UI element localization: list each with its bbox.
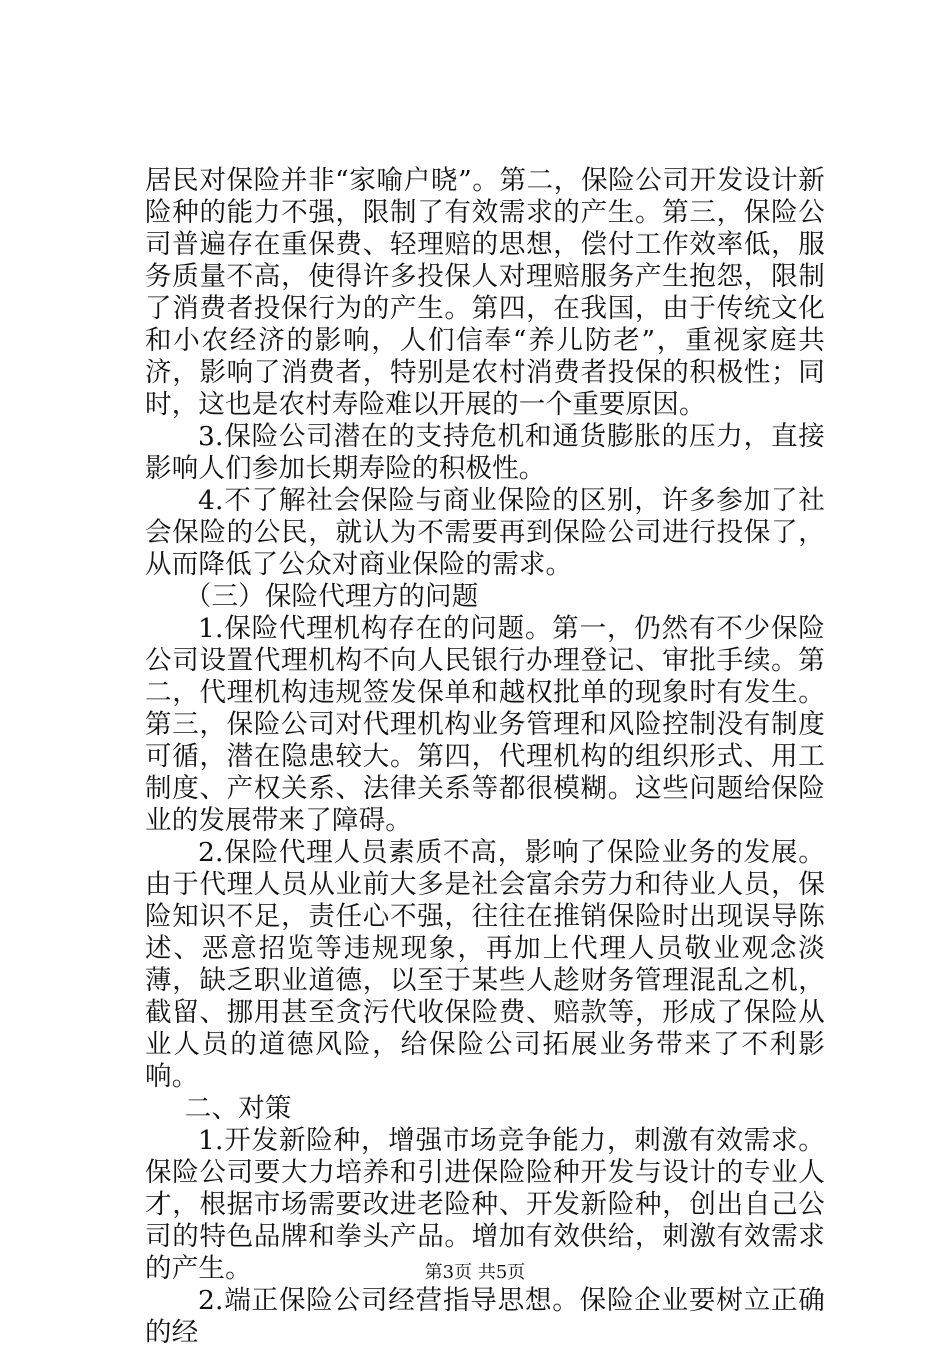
page-number-label: 第3页 共5页 — [424, 1262, 526, 1283]
section-heading-countermeasures: 二、对策 — [184, 1093, 292, 1124]
paragraph-countermeasure-1: 1.开发新险种，增强市场竞争能力，刺激有效需求。保险公司要大力培养和引进保险险种开发与设计的专业人才，根据市场需要改进老险种、开发新险种，创出自己公司的特色品牌和拳头产品。增加有效供给，刺激有效需求的产生。 — [145, 1125, 825, 1284]
page-footer — [0, 1262, 950, 1284]
paragraph-countermeasure-2: 2.端正保险公司经营指导思想。保险企业要树立正确的经 — [145, 1285, 825, 1348]
section-heading-agency-issues: （三）保险代理方的问题 — [184, 581, 479, 612]
paragraph-agency-item-2: 2.保险代理人员素质不高，影响了保险业务的发展。由于代理人员从业前大多是社会富余劳力和待业人员，保险知识不足，责任心不强，往往在推销保险时出现误导陈述、恶意招览等违规现象，再加上代理人员敬业观念淡薄，缺乏职业道德，以至于某些人趁财务管理混乱之机，截留、挪用甚至贪污代收保险费、赔款等，形成了保险从业人员的道德风险，给保险公司拓展业务带来了不利影响。 — [145, 837, 825, 1092]
document-body — [145, 165, 825, 1349]
paragraph-continuation: 居民对保险并非“家喻户晓”。第二，保险公司开发设计新险种的能力不强，限制了有效需求的产生。第三，保险公司普遍存在重保费、轻理赔的思想，偿付工作效率低，服务质量不高，使得许多投保人对理赔服务产生抱怨，限制了消费者投保行为的产生。第四，在我国，由于传统文化和小农经济的影响，人们信奉“养儿防老”，重视家庭共济，影响了消费者，特别是农村消费者投保的积极性；同时，这也是农村寿险难以开展的一个重要原因。 — [145, 165, 825, 420]
paragraph-agency-item-1: 1.保险代理机构存在的问题。第一，仍然有不少保险公司设置代理机构不向人民银行办理登记、审批手续。第二，代理机构违规签发保单和越权批单的现象时有发生。第三，保险公司对代理机构业务管理和风险控制没有制度可循，潜在隐患较大。第四，代理机构的组织形式、用工制度、产权关系、法律关系等都很模糊。这些问题给保险业的发展带来了障碍。 — [145, 613, 825, 836]
paragraph-item-3: 3.保险公司潜在的支持危机和通货膨胀的压力，直接影响人们参加长期寿险的积极性。 — [145, 421, 825, 484]
paragraph-item-4: 4.不了解社会保险与商业保险的区别，许多参加了社会保险的公民，就认为不需要再到保险公司进行投保了，从而降低了公众对商业保险的需求。 — [145, 485, 825, 580]
